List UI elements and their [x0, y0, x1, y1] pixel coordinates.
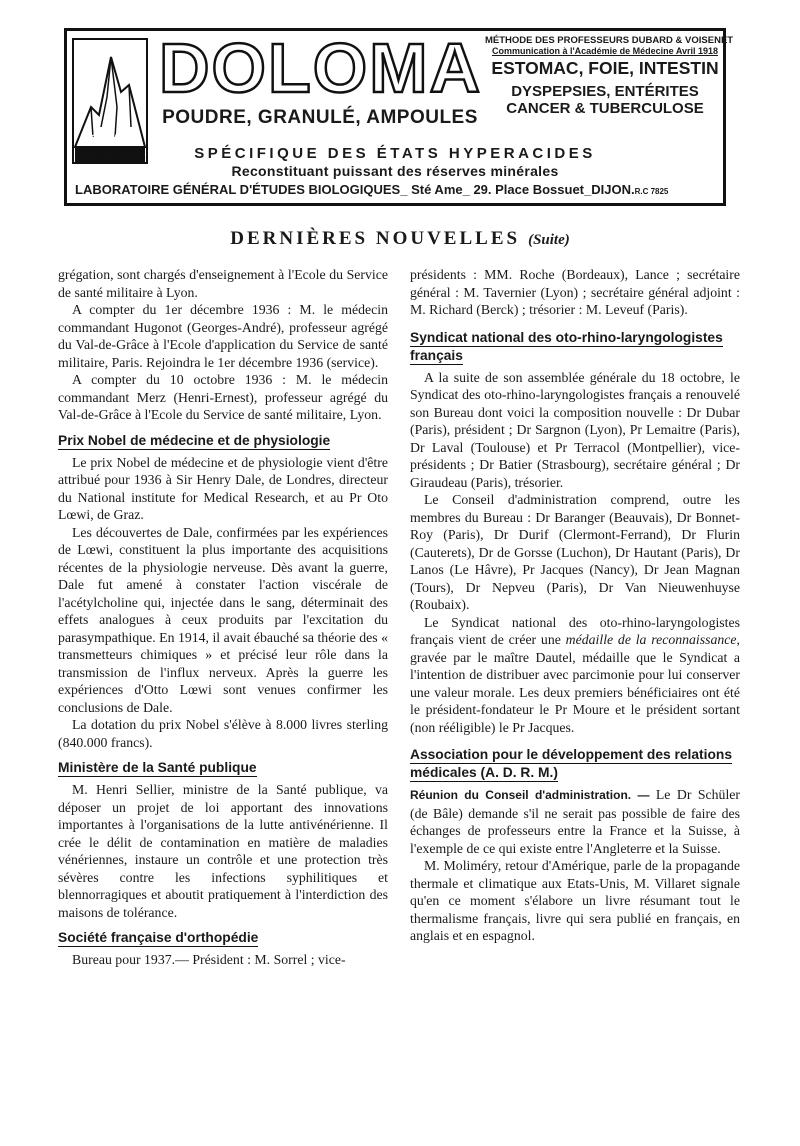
left-column	[58, 266, 388, 969]
method-line: MÉTHODE DES PROFESSEURS DUBARD & VOISENET	[485, 35, 734, 46]
paragraph: Le Syndicat national des oto-rhino-laryngologistes français vient de créer une médaille de la reconnaissance, gravée par le maître Dautel, médaille que le Syndicat a l'intention de distribuer avec parcimonie pour lui conserver une valeur morale. Les deux premiers bénéficiaires ont été le président-fondateur le Pr Moure et le président sortant (non rééligible) le Pr Jacques.	[410, 614, 740, 735]
paragraph: Le prix Nobel de médecine et de physiologie vient d'être attribué pour 1936 à Sir Henry Dale, de Londres, directeur du National institute for Medical Research, et au Pr Oto Lœwi, de Graz.	[58, 454, 388, 522]
paragraph: La dotation du prix Nobel s'élève à 8.000 livres sterling (840.000 francs).	[58, 717, 388, 750]
paragraph: Réunion du Conseil d'administration. — Le Dr Schüler (de Bâle) demande s'il ne serait pas possible de faire des échanges de professeurs entre la France et la Suisse, à l'exemple de ce qui existe entre l'Angleterre et la Suisse.	[410, 787, 740, 856]
paragraph: A la suite de son assemblée générale du 18 octobre, le Syndicat des oto-rhino-laryngologistes français a renouvelé son Bureau dont voici la composition nouvelle : Dr Dubar (Paris), président ; Dr Sargnon (Lyon), Pr Lemaitre (Paris), Dr Laval (Toulouse) et Pr Terracol (Montpellier), vice-présidents ; Dr Batier (Strasbourg), secrétaire général ; Dr Giraudeau (Paris), trésorier.	[410, 369, 740, 490]
communication-line: Communication à l'Académie de Médecine Avril 1918	[491, 46, 719, 56]
paragraph: Bureau pour 1937.— Président : M. Sorrel ; vice-	[72, 952, 346, 967]
paragraph: Le Conseil d'administration comprend, outre les membres du Bureau : Dr Baranger (Beauvais), Dr Bonnet-Roy (Paris), Dr Durif (Clermont-Ferrand), Dr Flurin (Cauterets), Dr de Gorsse (Luchon), Dr Hautant (Paris), Dr Lanos (Le Hâvre), Pr Jacques (Nancy), Dr Jean Magnan (Tours), Dr Nepveu (Paris), Dr Van Nieuwenhuyse (Roubaix).	[410, 492, 740, 612]
logo-label: DOLOMITES	[84, 133, 138, 143]
brand-name: DOLOMA	[159, 29, 483, 107]
right-column	[410, 266, 740, 945]
trademark-note: MARQUE DÉPOSÉE	[78, 153, 146, 160]
paragraph: M. Moliméry, retour d'Amérique, parle de la propagande thermale et climatique aux Etats-Unis, M. Villaret signale qu'en ce moment s'élabore un livre résumant tout le thermalisme français, livre qui sera publié en français, en anglais et en espagnol.	[410, 858, 740, 943]
specifique-line: SPÉCIFIQUE DES ÉTATS HYPERACIDES	[194, 145, 596, 162]
title-suite: (Suite)	[528, 232, 570, 248]
product-forms: POUDRE, GRANULÉ, AMPOULES	[162, 107, 478, 128]
section-heading-sante: Ministère de la Santé publique	[58, 760, 257, 775]
section-heading-orthopedie: Société française d'orthopédie	[58, 930, 259, 945]
paragraph: grégation, sont chargés d'enseignement à l'Ecole du Service de santé militaire à Lyon.	[58, 267, 388, 300]
paragraph: Les découvertes de Dale, confirmées par les expériences de Lœwi, constituent la plus importante des acquisitions récentes de la physiologie nerveuse. Dès avant la guerre, Dale fut amené à constater l'action viscérale de l'acétylcholine qui, injectée dans le sang, déterminait des effets analogues à ceux produits par l'excitation du parasympathique. En 1914, il avait ébauché sa théorie des « transmetteurs chimiques » et précisé leur rôle dans la transmission de l'influx nerveux. Après la guerre les expériences d'Otto Lœwi sont venues confirmer les conclusions de Dale.	[58, 524, 388, 715]
ad-indications	[485, 31, 734, 149]
doloma-advertisement	[64, 28, 734, 206]
section-heading-nobel: Prix Nobel de médecine et de physiologie	[58, 432, 331, 448]
paragraph: présidents : MM. Roche (Bordeaux), Lance ; secrétaire général : M. Tavernier (Lyon) ; secrétaire général adjoint : M. Richard (Berck) ; trésorier : M. Leveuf (Paris).	[410, 267, 740, 317]
indications-line-3: CANCER & TUBERCULOSE	[506, 100, 704, 117]
indications-line-1: ESTOMAC, FOIE, INTESTIN	[491, 58, 719, 78]
reconstituant-line: Reconstituant puissant des réserves minérales	[231, 163, 559, 179]
paragraph: M. Henri Sellier, ministre de la Santé publique, va déposer un projet de loi apportant des innovations importantes à l'organisations de la lutte antivénérienne. Il crée le délit de contamination en matière de maladies vénériennes, instaure un contrôle et une protection très sévères contre les infections syphilitiques et blennorragiques et aboutit pratiquement à l'interdiction des maisons de tolérance.	[58, 782, 388, 920]
indications-line-2: DYSPEPSIES, ENTÉRITES	[511, 83, 699, 100]
paragraph: A compter du 10 octobre 1936 : M. le médecin commandant Merz (Henri-Ernest), professeur agrégé du Val-de-Grâce à l'Ecole du Service de santé militaire, Lyon.	[58, 372, 388, 422]
section-heading-adrm: Association pour le développement des relations médicales (A. D. R. M.)	[410, 747, 733, 780]
laboratory-address: LABORATOIRE GÉNÉRAL D'ÉTUDES BIOLOGIQUES_ Sté Ame_ 29. Place Bossuet_DIJON.R.C 7825	[75, 182, 669, 197]
section-heading-orl: Syndicat national des oto-rhino-laryngologistes français	[410, 329, 723, 363]
page-title: DERNIÈRES NOUVELLES (Suite)	[230, 228, 570, 249]
paragraph: A compter du 1er décembre 1936 : M. le médecin commandant Hugonot (Georges-André), professeur agrégé du Val-de-Grâce à l'Ecole d'application du Service de santé militaire, Paris. Rejoindra le 1er décembre 1936 (service).	[58, 302, 388, 370]
